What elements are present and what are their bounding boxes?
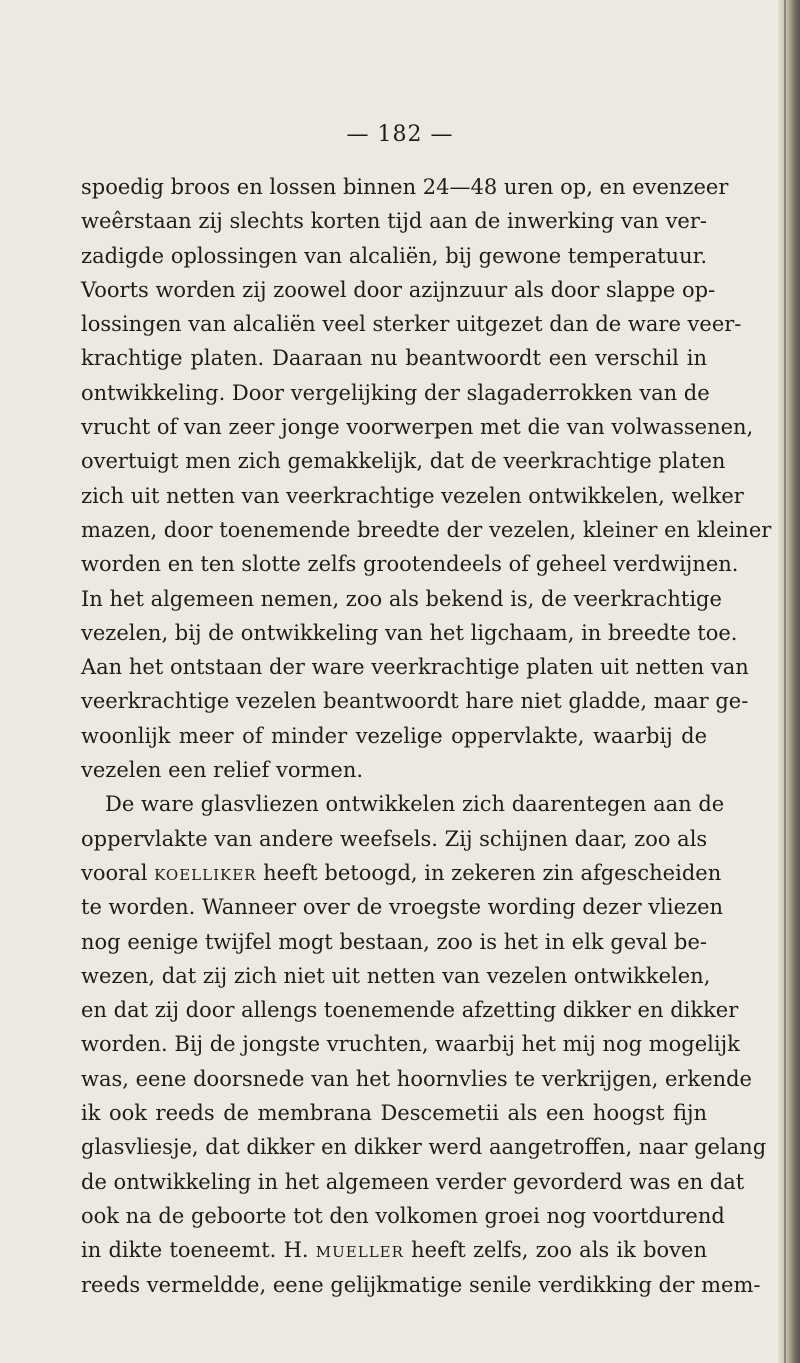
text-segment: vooral [81, 860, 155, 885]
text-line: krachtige platen. Daaraan nu beantwoordt een verschil in [81, 346, 707, 371]
author-name: koelliker [154, 860, 257, 885]
author-name: mueller [315, 1238, 404, 1263]
text-line: oppervlakte van andere weefsels. Zij schijnen daar, zoo als [81, 826, 708, 851]
text-line: Aan het ontstaan der ware veerkrachtige platen uit netten van [81, 655, 749, 680]
text-line: wezen, dat zij zich niet uit netten van vezelen ontwikkelen, [81, 963, 711, 988]
text-line: overtuigt men zich gemakkelijk, dat de veerkrachtige platen [81, 449, 726, 474]
text-line: worden en ten slotte zelfs grootendeels of geheel verdwijnen. [81, 552, 739, 577]
text-line: ook na de geboorte tot den volkomen groei nog voortdurend [81, 1203, 725, 1228]
text-line: zich uit netten van veerkrachtige vezelen ontwikkelen, welker [81, 483, 744, 508]
text-segment: heeft zelfs, zoo als ik boven [403, 1238, 707, 1263]
text-line: vezelen een relief vormen. [81, 758, 364, 783]
text-line: weêrstaan zij slechts korten tijd aan de inwerking van ver- [81, 209, 707, 234]
page-number: — 182 — [346, 122, 454, 147]
text-line: glasvliesje, dat dikker en dikker werd aangetroffen, naar gelang [81, 1135, 767, 1160]
text-line: spoedig broos en lossen binnen 24—48 uren op, en evenzeer [81, 175, 729, 199]
text-line: veerkrachtige vezelen beantwoordt hare niet gladde, maar ge- [81, 689, 749, 714]
text-line: nog eenige twijfel mogt bestaan, zoo is het in elk geval be- [81, 929, 707, 954]
text-line: zadigde oplossingen van alcaliën, bij gewone temperatuur. [81, 243, 707, 268]
text-line: woonlijk meer of minder vezelige oppervlakte, waarbij de [81, 723, 707, 748]
text-line: ontwikkeling. Door vergelijking der slagaderrokken van de [81, 380, 710, 405]
text-line [81, 1233, 707, 1267]
text-line: worden. Bij de jongste vruchten, waarbij het mij nog mogelijk [81, 1032, 740, 1057]
text-line: In het algemeen nemen, zoo als bekend is, de veerkrachtige [81, 586, 722, 611]
text-line: Voorts worden zij zoowel door azijnzuur als door slappe op- [81, 277, 716, 302]
page-edge-shadow [778, 0, 800, 1363]
text-line: lossingen van alcaliën veel sterker uitgezet dan de ware veer- [81, 312, 742, 337]
body-text [81, 170, 772, 1302]
text-line: ik ook reeds de membrana Descemetii als een hoogst fijn [81, 1101, 707, 1126]
text-line [81, 856, 722, 890]
text-line: was, eene doorsnede van het hoornvlies te verkrijgen, erkende [81, 1066, 752, 1091]
text-line: vrucht of van zeer jonge voorwerpen met die van volwassenen, [81, 415, 754, 440]
text-line: en dat zij door allengs toenemende afzetting dikker en dikker [81, 998, 739, 1023]
text-segment: heeft betoogd, in zekeren zin afgescheiden [256, 860, 722, 885]
text-line: te worden. Wanneer over de vroegste wording dezer vliezen [81, 895, 724, 920]
text-segment: in dikte toeneemt. H. [81, 1238, 316, 1263]
text-line: De ware glasvliezen ontwikkelen zich daarentegen aan de [105, 792, 725, 817]
text-line: mazen, door toenemende breedte der vezelen, kleiner en kleiner [81, 517, 772, 542]
text-line: vezelen, bij de ontwikkeling van het ligchaam, in breedte toe. [81, 620, 738, 645]
text-line: de ontwikkeling in het algemeen verder gevorderd was en dat [81, 1169, 745, 1194]
text-line: reeds vermeldde, eene gelijkmatige senile verdikking der mem- [81, 1272, 761, 1297]
